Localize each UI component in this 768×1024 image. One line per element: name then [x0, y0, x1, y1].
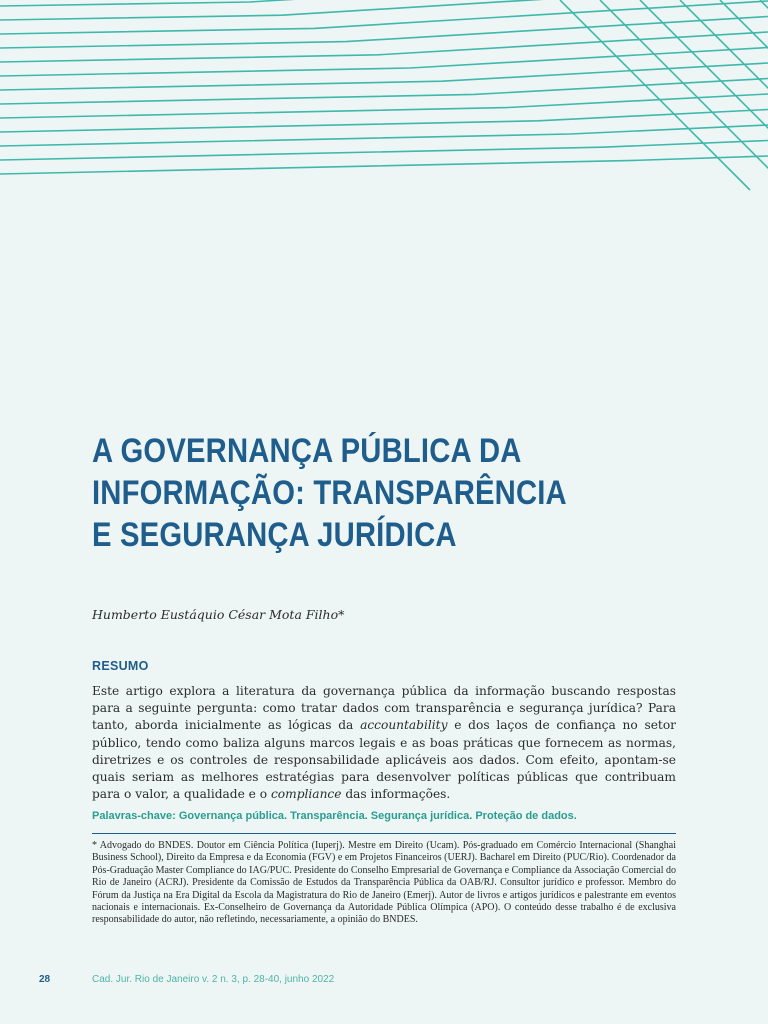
- abstract-term-compliance: compliance: [270, 787, 342, 802]
- title-line: E SEGURANÇA JURÍDICA: [92, 516, 457, 554]
- decorative-line-pattern: [0, 0, 768, 200]
- title-line: INFORMAÇÃO: TRANSPARÊNCIA: [92, 474, 567, 512]
- abstract-segment: e dos laços de confiança no setor público, tendo como baliza alguns marcos legais e as boas práticas que fornecem as normas, diretrizes e os controles de responsabilidade aplicáveis aos dados. Com efeito, apontam-se quais seriam as melhores estratégias para desenvolver políticas públicas que contribuam para o valor, a qualidade e o: [92, 718, 676, 802]
- author-name: Humberto Eustáquio César Mota Filho*: [92, 607, 345, 622]
- abstract-text: [92, 683, 676, 803]
- article-title: [92, 430, 608, 556]
- title-line: A GOVERNANÇA PÚBLICA DA: [92, 432, 522, 470]
- decorative-line: [0, 0, 768, 20]
- page-number: 28: [39, 974, 51, 985]
- author-footnote: * Advogado do BNDES. Doutor em Ciência Política (Iuperj). Mestre em Direito (Ucam). Pós-graduado em Comércio Internacional (Shanghai Business School), Direito da Empresa e da Economia (FGV) e em Projetos Financeiros (UERJ). Bacharel em Direito (PUC/Rio). Coordenador da Pós-Graduação Master Compliance do IAG/PUC. Presidente do Conselho Empresarial de Governança e Compliance da Associação Comercial do Rio de Janeiro (ACRJ). Presidente da Comissão de Estudos da Transparência Pública da OAB/RJ. Consultor jurídico e professor. Membro do Fórum da Justiça na Era Digital da Escola da Magistratura do Rio de Janeiro (Emerj). Autor de livros e artigos jurídicos e palestrante em eventos nacionais e internacionais. Ex-Conselheiro de Governança da Autoridade Pública Olímpica (APO). O conteúdo desse trabalho é de exclusiva responsabilidade do autor, não refletindo, necessariamente, a opinião do BNDES.: [92, 840, 677, 926]
- abstract-segment: Este artigo explora a literatura da governança pública da informação buscando respostas para a seguinte pergunta: como tratar dados com transparência e segurança jurídica? Para tanto, aborda inicialmente as lógicas da: [92, 684, 676, 733]
- decorative-line: [0, 63, 768, 90]
- decorative-line: [0, 125, 768, 146]
- decorative-line: [0, 32, 768, 62]
- abstract-segment: das informações.: [341, 787, 451, 802]
- abstract-heading: RESUMO: [92, 659, 149, 673]
- journal-citation: Cad. Jur. Rio de Janeiro v. 2 n. 3, p. 28-40, junho 2022: [92, 974, 335, 985]
- footnote-divider: [92, 833, 676, 834]
- decorative-line: [0, 0, 768, 6]
- abstract-term-accountability: accountability: [360, 718, 448, 733]
- decorative-line: [0, 156, 768, 174]
- keywords: Palavras-chave: Governança pública. Transparência. Segurança jurídica. Proteção de dados.: [92, 810, 577, 822]
- decorative-line: [0, 110, 768, 133]
